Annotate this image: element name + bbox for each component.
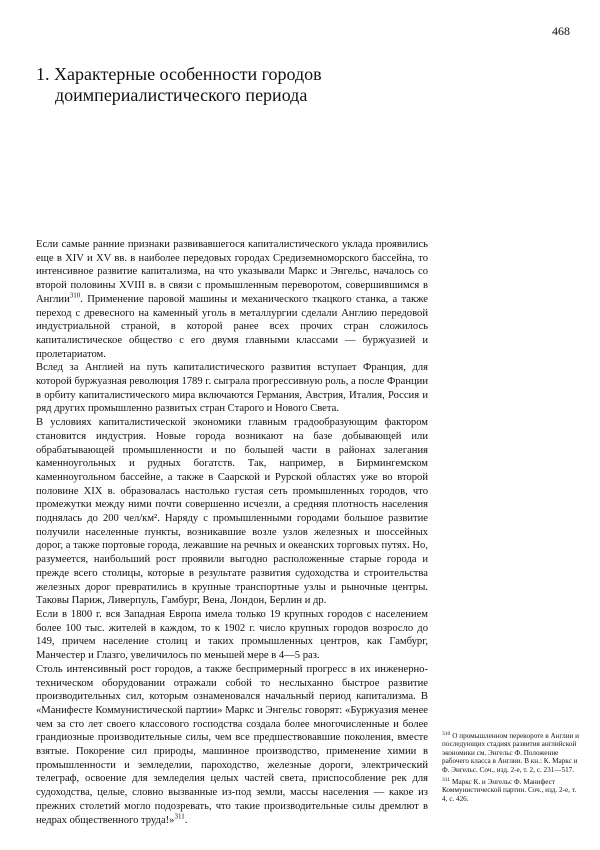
paragraph-text: Столь интенсивный рост городов, а также беспримерный прогресс в их инженерно-техническом оборудовании отражали собой то неслыханно быстрое развитие производительных сил, которым ознаменовался начальный период капитализма. В «Манифесте Коммунистической партии» Маркс и Энгельс говорят: «Буржуазия менее чем за сто лет своего классового господства создала более многочисленные и более грандиозные производительные силы, чем все предшествовавшие поколения, вместе взятые. Покорение сил природы, машинное производство, применение химии в промышленности и земледелии, пароходство, железные дороги, электрический телеграф, освоение для земледелия целых частей света, приспособление рек для судоходства, целые, словно вызванные из-под земли, массы населения — какое из прежних столетий могло подозревать, что такие производительные силы дремлют в недрах общественного труда!» — [36, 663, 428, 826]
paragraph — [36, 416, 428, 608]
chapter-title — [36, 64, 436, 106]
paragraph-text: В условиях капиталистической экономики главным градообразующим фактором становится индустрия. Новые города возникают на базе добывающей или обрабатывающей промышленности и по большей части в районах залегания каменноугольных и рудных богатств. Так, например, в Бирмингемском каменноугольном бассейне, а также в Саарской и Рурской областях уже во второй половине XIX в. образовалась настолько густая сеть промышленных городов, что промежутки между ними почти совершенно исчезли, а средняя плотность населения поднялась до 200 чел/км². Наряду с промышленными городами большое развитие получили населенные пункты, возникавшие возле узлов железных и шоссейных дорог, а также портовые города, лежавшие на речных и океанских торговых путях. Но, разумеется, наибольший рост проявили выгодно расположенные старые города и прежде всего столицы, которые в результате развития судоходства и строительства железных дорог превратились в крупные транспортные узлы и рыночные центры. Таковы Париж, Ливерпуль, Гамбург, Вена, Лондон, Берлин и др. — [36, 417, 428, 607]
chapter-title-line-1: 1. Характерные особенности городов — [36, 64, 322, 84]
chapter-title-line-2: доимпериалистического периода — [55, 85, 308, 105]
footnote-ref: 310 — [69, 291, 81, 300]
page-number: 468 — [552, 24, 570, 38]
paragraph-text-cont: . Применение паровой машины и механического ткацкого станка, а также переход с древесного на каменный уголь в металлургии сделали Англию передовой индустриальной страной, в которой ранее всех прочих стран сложилось капиталистическое общество с его двумя главными классами — буржуазией и пролетариатом. — [36, 293, 428, 360]
paragraph — [36, 361, 428, 416]
footnote-ref: 311 — [174, 812, 185, 820]
footnote — [442, 732, 580, 774]
footnote-number: 310 — [442, 730, 451, 737]
footnote-text: Маркс К. и Энгельс Ф. Манифест Коммунистической партии. Соч., изд. 2-е, т. 4, с. 426. — [442, 778, 577, 803]
paragraph — [36, 238, 428, 361]
footnotes — [442, 732, 580, 807]
main-text — [36, 238, 428, 827]
footnote-number: 311 — [442, 776, 451, 783]
paragraph-text: Вслед за Англией на путь капиталистического развития вступает Франция, для которой буржуазная революция 1789 г. сыграла прогрессивную роль, а после Франции в орбиту капиталистического мира включаются Германия, Австрия, Италия, Россия и ряд других промышленно развитых стран Старого и Нового Света. — [36, 362, 428, 415]
paragraph-text-cont: . — [184, 814, 188, 826]
paragraph — [36, 663, 428, 827]
footnote — [442, 778, 580, 803]
footnote-text: О промышленном перевороте в Англии и последующих стадиях развития английской экономики см. Энгельс Ф. Положение рабочего класса в Англии. В кн.: К. Маркс и Ф. Энгельс. Соч., изд. 2-е, т. 2, с. 231—517. — [442, 732, 580, 774]
paragraph — [36, 608, 428, 663]
paragraph-text: Если в 1800 г. вся Западная Европа имела только 19 крупных городов с населением более 100 тыс. жителей в каждом, то к 1902 г. число крупных городов возросло до 149, причем население столиц и таких промышленных центров, как Гамбург, Манчестер и Глазго, увеличилось по меньшей мере в 4—5 раз. — [36, 608, 428, 662]
paragraph-text: Если самые ранние признаки развивавшегося капиталистического уклада проявились еще в XIV и XV вв. в наиболее передовых городах Средиземноморского бассейна, то интенсивное развитие капитализма, на что указывали Маркс и Энгельс, началось со второй половины XVIII в. в связи с промышленным переворотом, совершившимся в Англии — [36, 239, 428, 305]
